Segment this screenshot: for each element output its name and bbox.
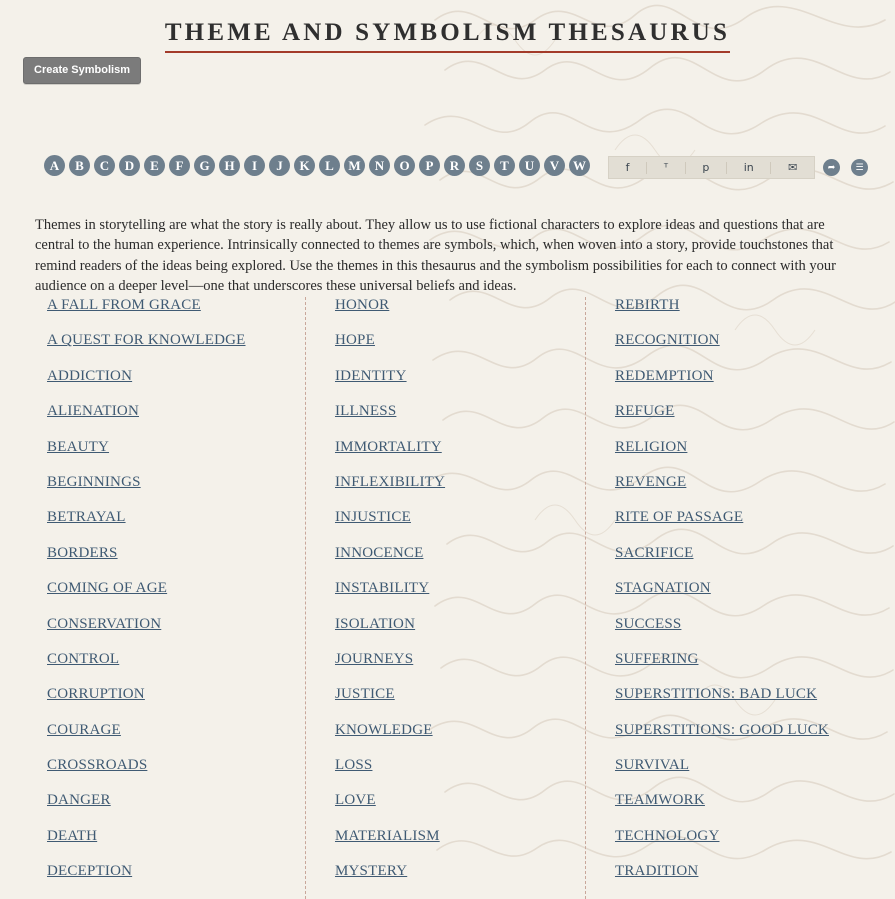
- theme-link[interactable]: TECHNOLOGY: [614, 827, 720, 844]
- theme-link[interactable]: BEAUTY: [47, 438, 110, 455]
- theme-link[interactable]: LOVE: [334, 792, 376, 809]
- theme-link[interactable]: LOSS: [334, 757, 373, 774]
- theme-link[interactable]: REFUGE: [614, 403, 675, 420]
- theme-link[interactable]: HONOR: [334, 297, 390, 313]
- alphabet-link-t[interactable]: T: [494, 155, 515, 176]
- alphabet-link-h[interactable]: H: [219, 155, 240, 176]
- facebook-icon[interactable]: f: [625, 161, 630, 174]
- alphabet-link-s[interactable]: S: [469, 155, 490, 176]
- theme-link[interactable]: SURVIVAL: [614, 757, 690, 774]
- theme-columns: [35, 297, 865, 899]
- theme-link[interactable]: A QUEST FOR KNOWLEDGE: [47, 332, 246, 349]
- alphabet-link-j[interactable]: J: [269, 155, 290, 176]
- theme-link[interactable]: CONTROL: [47, 650, 120, 667]
- theme-link[interactable]: RELIGION: [614, 438, 688, 455]
- theme-link[interactable]: COURAGE: [47, 721, 121, 738]
- theme-link[interactable]: INNOCENCE: [334, 544, 424, 561]
- alphabet-link-n[interactable]: N: [369, 155, 390, 176]
- theme-link[interactable]: DECEPTION: [47, 863, 133, 880]
- theme-link[interactable]: RECOGNITION: [614, 332, 720, 349]
- alphabet-link-b[interactable]: B: [69, 155, 90, 176]
- alphabet-link-c[interactable]: C: [94, 155, 115, 176]
- theme-link[interactable]: JUSTICE: [334, 686, 395, 703]
- more-options-icon[interactable]: ☰: [851, 159, 868, 176]
- theme-link[interactable]: KNOWLEDGE: [334, 721, 433, 738]
- alphabet-link-e[interactable]: E: [144, 155, 165, 176]
- theme-link[interactable]: COMING OF AGE: [47, 580, 168, 597]
- theme-link[interactable]: JOURNEYS: [334, 650, 414, 667]
- theme-link[interactable]: SUPERSTITIONS: BAD LUCK: [614, 686, 818, 703]
- theme-column-1: [35, 297, 305, 899]
- theme-link[interactable]: MATERIALISM: [334, 827, 440, 844]
- page-title: THEME AND SYMBOLISM THESAURUS: [165, 19, 730, 53]
- theme-link[interactable]: REDEMPTION: [614, 367, 714, 384]
- theme-link[interactable]: ILLNESS: [334, 403, 397, 420]
- alphabet-filter: [44, 155, 590, 176]
- theme-link[interactable]: IDENTITY: [334, 367, 407, 384]
- theme-link[interactable]: ALIENATION: [47, 403, 139, 420]
- alphabet-link-o[interactable]: O: [394, 155, 415, 176]
- theme-link[interactable]: A FALL FROM GRACE: [47, 297, 201, 313]
- alphabet-link-k[interactable]: K: [294, 155, 315, 176]
- theme-link[interactable]: REBIRTH: [614, 297, 680, 313]
- theme-link[interactable]: CORRUPTION: [47, 686, 145, 703]
- theme-column-2: [305, 297, 585, 899]
- alphabet-link-d[interactable]: D: [119, 155, 140, 176]
- theme-link[interactable]: INFLEXIBILITY: [334, 473, 446, 490]
- alphabet-link-r[interactable]: R: [444, 155, 465, 176]
- pinterest-icon[interactable]: p: [702, 161, 710, 174]
- theme-link[interactable]: DANGER: [47, 792, 111, 809]
- theme-link[interactable]: RITE OF PASSAGE: [614, 509, 744, 526]
- theme-link[interactable]: DEATH: [47, 827, 98, 844]
- alphabet-link-m[interactable]: M: [344, 155, 365, 176]
- email-icon[interactable]: ✉: [788, 161, 798, 174]
- theme-link[interactable]: ADDICTION: [47, 367, 133, 384]
- theme-link[interactable]: IMMORTALITY: [334, 438, 442, 455]
- alphabet-link-f[interactable]: F: [169, 155, 190, 176]
- theme-link[interactable]: INSTABILITY: [334, 580, 430, 597]
- intro-paragraph: Themes in storytelling are what the story is really about. They allow us to use fictional characters to explore ideas and questions that are central to the human experience. Intrinsically connected to themes are symbols, which, when woven into a story, provide touchstones that remind readers of the ideas being explored. Use the themes in this thesaurus and the symbolism possibilities for each to connect with your audience on a deeper level—one that underscores these universal beliefs and ideas.: [35, 216, 836, 294]
- alphabet-link-a[interactable]: A: [44, 155, 65, 176]
- theme-link[interactable]: SACRIFICE: [614, 544, 694, 561]
- theme-link[interactable]: STAGNATION: [614, 580, 711, 597]
- alphabet-link-w[interactable]: W: [569, 155, 590, 176]
- linkedin-icon[interactable]: in: [743, 161, 754, 174]
- theme-link[interactable]: SUFFERING: [614, 650, 699, 667]
- theme-link[interactable]: BORDERS: [47, 544, 118, 561]
- theme-link[interactable]: SUCCESS: [614, 615, 682, 632]
- alphabet-link-g[interactable]: G: [194, 155, 215, 176]
- create-symbolism-button[interactable]: Create Symbolism: [23, 57, 141, 84]
- theme-link[interactable]: CROSSROADS: [47, 757, 148, 774]
- theme-column-3: [585, 297, 865, 899]
- alphabet-link-u[interactable]: U: [519, 155, 540, 176]
- theme-link[interactable]: BETRAYAL: [47, 509, 126, 526]
- theme-link[interactable]: MYSTERY: [334, 863, 408, 880]
- twitter-icon[interactable]: ᵀ: [663, 161, 669, 174]
- theme-link[interactable]: ISOLATION: [334, 615, 416, 632]
- theme-link[interactable]: REVENGE: [614, 473, 687, 490]
- theme-link[interactable]: SUPERSTITIONS: GOOD LUCK: [614, 721, 829, 738]
- alphabet-link-p[interactable]: P: [419, 155, 440, 176]
- theme-link[interactable]: TRADITION: [614, 863, 699, 880]
- theme-link[interactable]: HOPE: [334, 332, 375, 349]
- theme-link[interactable]: CONSERVATION: [47, 615, 162, 632]
- alphabet-link-l[interactable]: L: [319, 155, 340, 176]
- alphabet-link-i[interactable]: I: [244, 155, 265, 176]
- theme-link[interactable]: INJUSTICE: [334, 509, 411, 526]
- theme-link[interactable]: BEGINNINGS: [47, 473, 141, 490]
- alphabet-link-v[interactable]: V: [544, 155, 565, 176]
- theme-link[interactable]: TEAMWORK: [614, 792, 705, 809]
- share-icon[interactable]: ➦: [823, 159, 840, 176]
- share-bar: [608, 156, 815, 179]
